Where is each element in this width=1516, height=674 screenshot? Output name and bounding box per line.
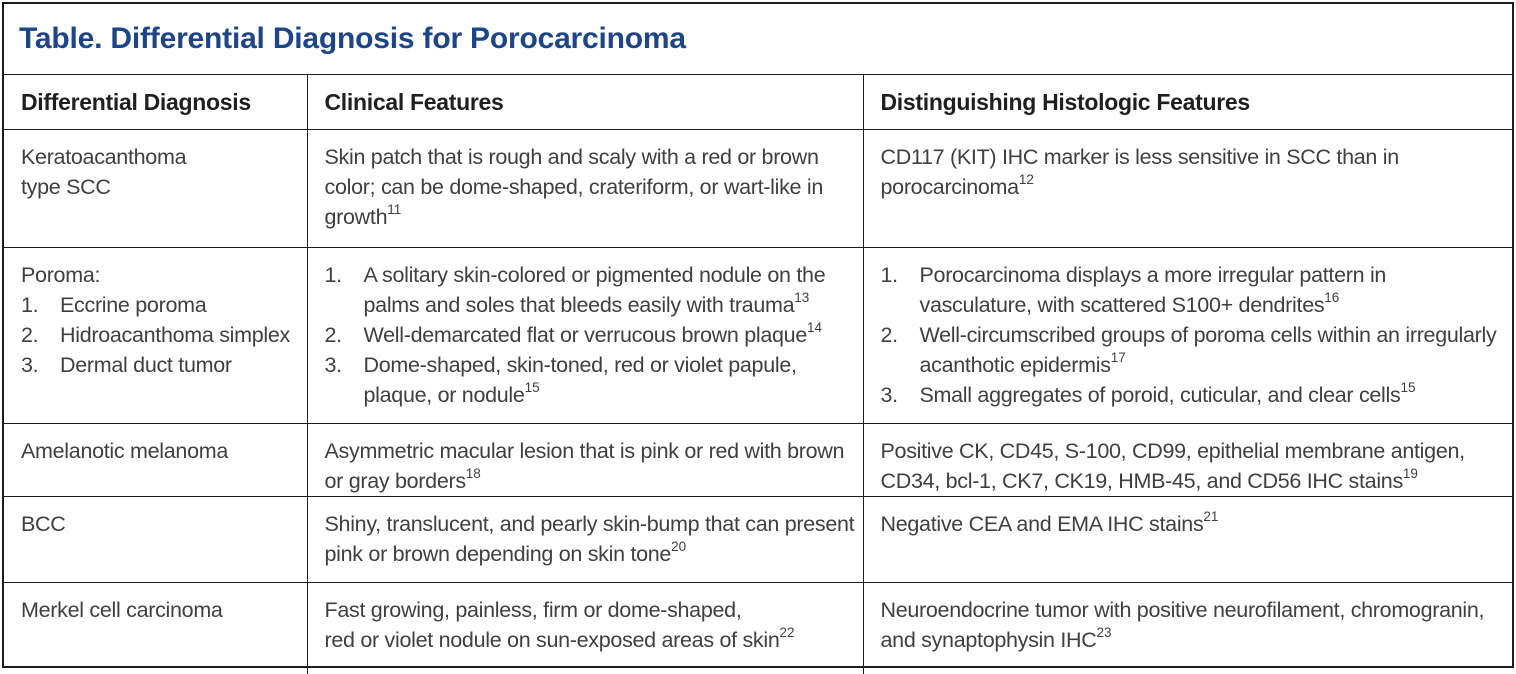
clinical-list	[325, 260, 855, 410]
table-row-keratoacanthoma	[4, 129, 1512, 247]
clinical-line: Fast growing, painless, firm or dome-shaped,	[324, 597, 742, 622]
list-item: 2. Well-demarcated flat or verrucous brown plaque$^{14}$	[325, 320, 855, 350]
header-row	[4, 75, 1512, 129]
list-number: 3.	[21, 352, 39, 377]
reference-superscript: 21	[1203, 509, 1219, 525]
cell-histologic	[863, 582, 1512, 674]
list-number: 2.	[880, 322, 898, 347]
cell-histologic	[863, 496, 1512, 582]
clinical-line: red or violet nodule on sun-exposed areas of skin	[324, 627, 780, 652]
histologic-text: Positive CK, CD45, S-100, CD99, epithelial membrane antigen, CD34, bcl-1, CK7, CK19, HMB-45, and CD56 IHC stains$^{19}$	[880, 438, 1465, 493]
cell-diagnosis	[4, 247, 307, 423]
histologic-text: Neuroendocrine tumor with positive neurofilament, chromogranin, and synaptophysin IHC$^{23}$	[880, 597, 1485, 652]
cell-diagnosis	[4, 129, 307, 247]
list-item: 3. Small aggregates of poroid, cuticular, and clear cells$^{15}$	[881, 380, 1505, 410]
reference-superscript: 17	[1110, 350, 1126, 366]
list-number: 2.	[21, 322, 39, 347]
reference-superscript: 23	[1096, 625, 1112, 641]
list-number: 1.	[880, 262, 898, 287]
column-header-distinguishing-histologic-features: Distinguishing Histologic Features	[863, 75, 1512, 129]
cell-clinical	[307, 496, 863, 582]
table-title-text: Table. Differential Diagnosis for Porocarcinoma	[19, 22, 686, 55]
table-container	[2, 2, 1514, 668]
diagnosis-intro: Poroma:	[21, 262, 101, 287]
list-number: 3.	[324, 352, 342, 377]
cell-clinical	[307, 423, 863, 496]
cell-diagnosis	[4, 496, 307, 582]
column-header-differential-diagnosis: Differential Diagnosis	[4, 75, 307, 129]
list-number: 1.	[21, 292, 39, 317]
histologic-text: Negative CEA and EMA IHC stains$^{21}$	[880, 509, 1219, 536]
cell-clinical	[307, 129, 863, 247]
list-item: 1. Eccrine poroma	[21, 290, 299, 320]
table-row-poroma	[4, 247, 1512, 423]
cell-diagnosis	[4, 582, 307, 674]
cell-clinical	[307, 582, 863, 674]
cell-histologic	[863, 247, 1512, 423]
diagnosis-line: Keratoacanthoma	[21, 144, 187, 169]
reference-superscript: 19	[1402, 466, 1418, 482]
differential-diagnosis-table	[4, 75, 1512, 674]
reference-superscript: 15	[1400, 380, 1416, 396]
cell-histologic	[863, 129, 1512, 247]
reference-superscript: 11	[387, 202, 402, 218]
clinical-text: Skin patch that is rough and scaly with a red or brown color; can be dome-shaped, crateriform, or wart-like in growth$^{11}$	[324, 144, 824, 229]
table-title	[4, 4, 1512, 75]
diagnosis-list	[21, 290, 299, 380]
list-number: 2.	[324, 322, 342, 347]
list-item: 1. A solitary skin-colored or pigmented nodule on the palms and soles that bleeds easily with trauma$^{13}$	[325, 260, 855, 320]
diagnosis-text	[21, 142, 299, 202]
reference-superscript: 14	[807, 320, 823, 336]
column-header-clinical-features: Clinical Features	[307, 75, 863, 129]
list-item: 1. Porocarcinoma displays a more irregular pattern in vasculature, with scattered S100+ dendrites$^{16}$	[881, 260, 1505, 320]
clinical-text	[325, 595, 855, 655]
reference-superscript: 22	[779, 625, 795, 641]
reference-superscript: 13	[794, 290, 810, 306]
list-number: 1.	[324, 262, 342, 287]
diagnosis-text: BCC	[21, 511, 66, 536]
list-item: 3. Dome-shaped, skin-toned, red or violet papule, plaque, or nodule$^{15}$	[325, 350, 855, 410]
table-row-bcc	[4, 496, 1512, 582]
table-row-merkel-cell-carcinoma	[4, 582, 1512, 674]
reference-superscript: 20	[671, 539, 687, 555]
clinical-text: Asymmetric macular lesion that is pink or red with brown or gray borders$^{18}$	[324, 438, 845, 493]
histologic-text: CD117 (KIT) IHC marker is less sensitive in SCC than in porocarcinoma$^{12}$	[880, 144, 1399, 199]
diagnosis-line: type SCC	[21, 174, 111, 199]
cell-clinical	[307, 247, 863, 423]
clinical-text: Shiny, translucent, and pearly skin-bump that can present pink or brown depending on skin tone$^{20}$	[324, 511, 855, 566]
cell-histologic	[863, 423, 1512, 496]
reference-superscript: 18	[465, 466, 481, 482]
reference-superscript: 16	[1324, 290, 1340, 306]
table-row-amelanotic-melanoma	[4, 423, 1512, 496]
list-item: 2. Well-circumscribed groups of poroma cells within an irregularly acanthotic epidermis$^{17}$	[881, 320, 1505, 380]
diagnosis-text: Merkel cell carcinoma	[21, 597, 223, 622]
histologic-list	[881, 260, 1505, 410]
table-header	[4, 75, 1512, 129]
reference-superscript: 15	[524, 380, 540, 396]
list-item: 3. Dermal duct tumor	[21, 350, 299, 380]
diagnosis-text: Amelanotic melanoma	[21, 438, 229, 463]
list-number: 3.	[880, 382, 898, 407]
list-item: 2. Hidroacanthoma simplex	[21, 320, 299, 350]
reference-superscript: 12	[1018, 172, 1034, 188]
cell-diagnosis	[4, 423, 307, 496]
